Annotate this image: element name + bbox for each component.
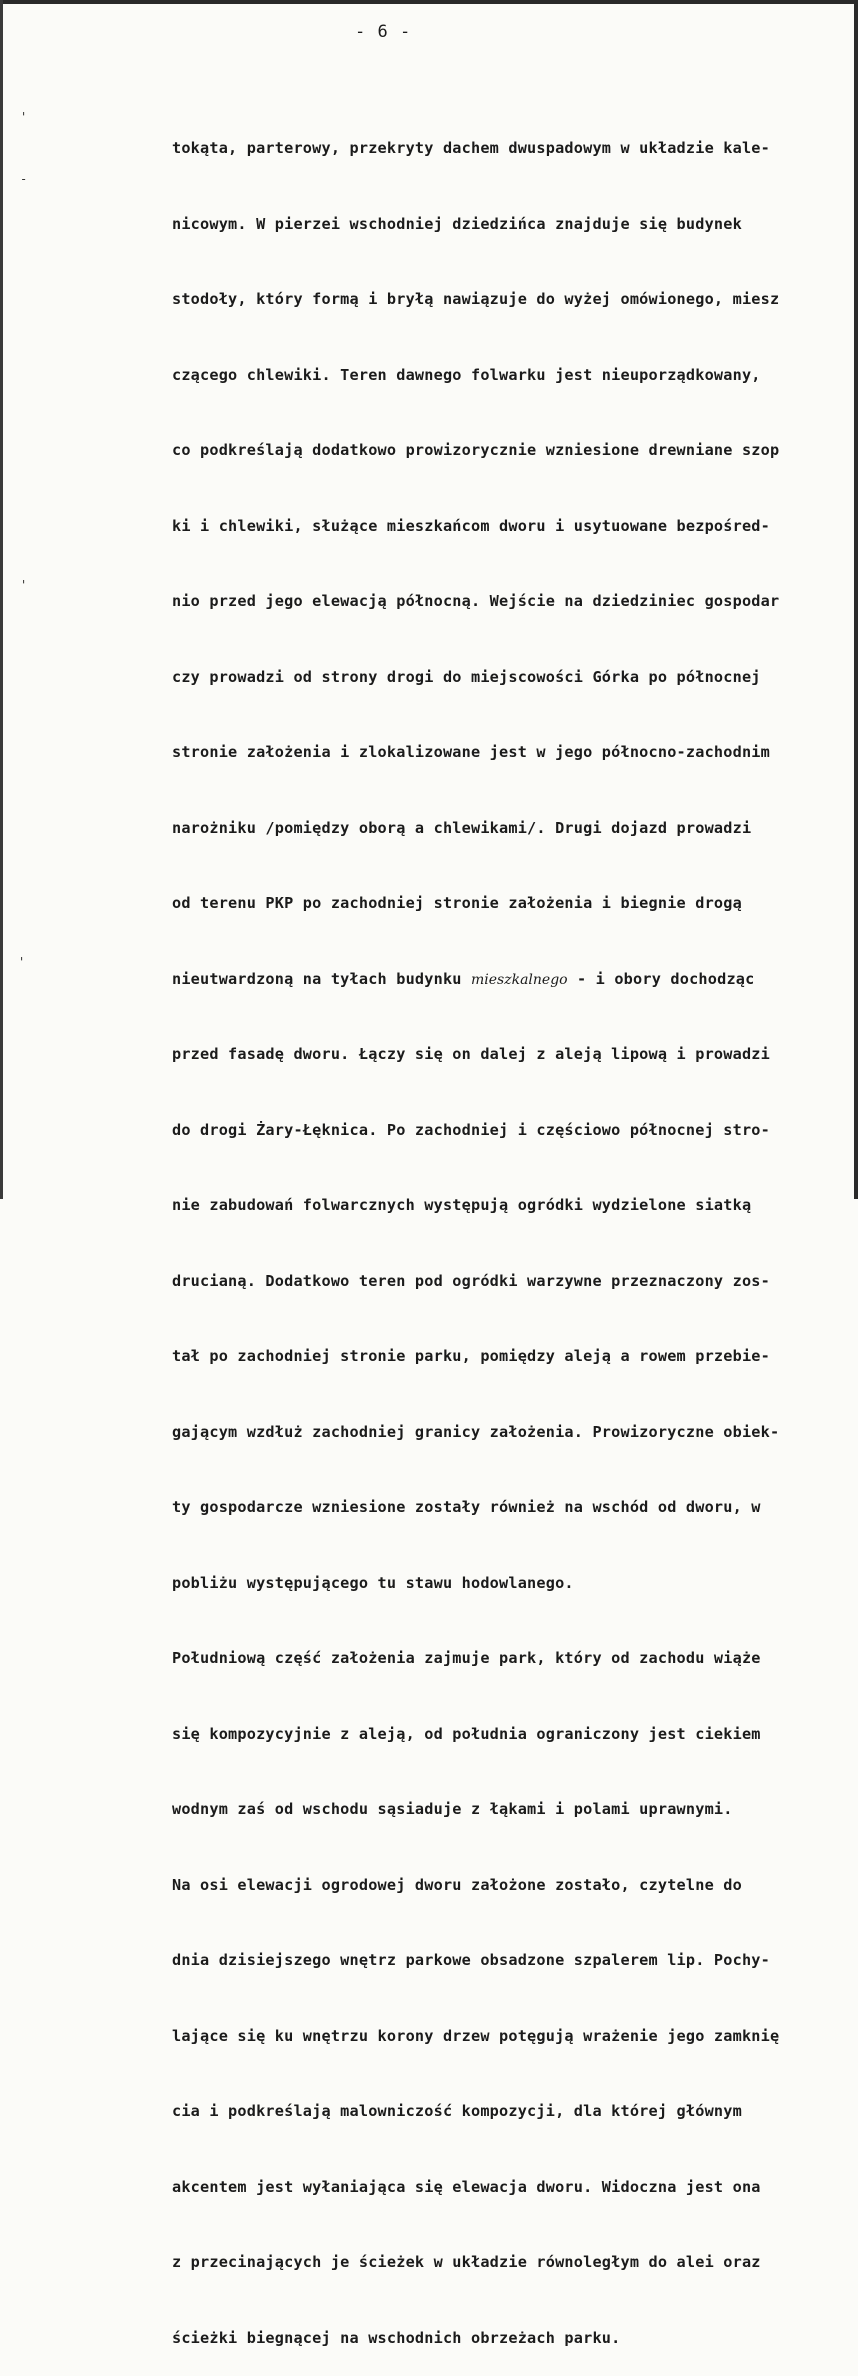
text-line: ki i chlewiki, służące mieszkańcom dworu i usytuowane bezpośred- — [172, 516, 770, 535]
scan-edge-top — [0, 0, 858, 4]
text-line: nio przed jego elewacją północną. Wejście na dziedziniec gospodar — [172, 592, 780, 610]
text-line: Południową część założenia zajmuje park, który od zachodu wiąże — [172, 1649, 761, 1667]
document-body — [172, 92, 858, 2376]
text-line: tokąta, parterowy, przekryty dachem dwuspadowym w układzie kale- — [172, 139, 770, 157]
text-line: z przecinających je ścieżek w układzie równoległym do alei oraz — [172, 2253, 761, 2271]
text-line: stronie założenia i zlokalizowane jest w jego północno-zachodnim — [172, 743, 770, 761]
text-line: pobliżu występującego tu stawu hodowlanego. — [172, 1573, 574, 1592]
text-line: do drogi Żary-Łęknica. Po zachodniej i częściowo północnej stro- — [172, 1120, 770, 1139]
text-line: czy prowadzi od strony drogi do miejscowości Górka po północnej — [172, 667, 761, 686]
text-line — [172, 961, 858, 999]
margin-mark: - — [20, 172, 28, 186]
text-line: nicowym. W pierzei wschodniej dziedzińca znajduje się budynek — [172, 214, 742, 233]
text-line: dnia dzisiejszego wnętrz parkowe obsadzone szpalerem lip. Pochy- — [172, 1951, 770, 1969]
text-line: wodnym zaś od wschodu sąsiaduje z łąkami i polami uprawnymi. — [172, 1800, 733, 1818]
margin-mark: ' — [20, 578, 28, 592]
text-line: akcentem jest wyłaniająca się elewacja dworu. Widoczna jest ona — [172, 2177, 761, 2196]
text-line: tał po zachodniej stronie parku, pomiędzy aleją a rowem przebie- — [172, 1347, 770, 1365]
scan-edge-left — [0, 0, 3, 1199]
text-line: przed fasadę dworu. Łączy się on dalej z aleją lipową i prowadzi — [172, 1045, 770, 1063]
text-line: narożniku /pomiędzy oborą a chlewikami/. Drugi dojazd prowadzi — [172, 818, 752, 837]
text-line: gającym wzdłuż zachodniej granicy założenia. Prowizoryczne obiek- — [172, 1422, 780, 1441]
page-number: - 6 - — [355, 22, 412, 42]
text-segment: - i obory dochodząc — [567, 969, 755, 988]
text-line: się kompozycyjnie z aleją, od południa ograniczony jest ciekiem — [172, 1724, 761, 1743]
text-line: nie zabudowań folwarcznych występują ogródki wydzielone siatką — [172, 1196, 752, 1214]
text-line: co podkreślają dodatkowo prowizorycznie wzniesione drewniane szop — [172, 441, 780, 459]
text-line: drucianą. Dodatkowo teren pod ogródki warzywne przeznaczony zos- — [172, 1271, 770, 1290]
text-line: czącego chlewiki. Teren dawnego folwarku jest nieuporządkowany, — [172, 365, 761, 384]
text-segment: nieutwardzoną na tyłach budynku — [172, 969, 471, 988]
text-line: ścieżki biegnącej na wschodnich obrzeżach parku. — [172, 2328, 621, 2347]
text-line: od terenu PKP po zachodniej stronie założenia i biegnie drogą — [172, 894, 742, 912]
margin-mark: ' — [20, 110, 28, 124]
text-line: stodoły, który formą i bryłą nawiązuje do wyżej omówionego, miesz — [172, 290, 780, 308]
text-line: cia i podkreślają malowniczość kompozycji, dla której głównym — [172, 2102, 742, 2120]
text-line: ty gospodarcze wzniesione zostały również na wschód od dworu, w — [172, 1498, 761, 1516]
text-line: Na osi elewacji ogrodowej dworu założone zostało, czytelne do — [172, 1875, 742, 1894]
handwritten-insert: mieszkalnego — [471, 971, 568, 988]
text-line: lające się ku wnętrzu korony drzew potęgują wrażenie jego zamknię — [172, 2026, 780, 2045]
margin-mark: ' — [18, 955, 26, 969]
